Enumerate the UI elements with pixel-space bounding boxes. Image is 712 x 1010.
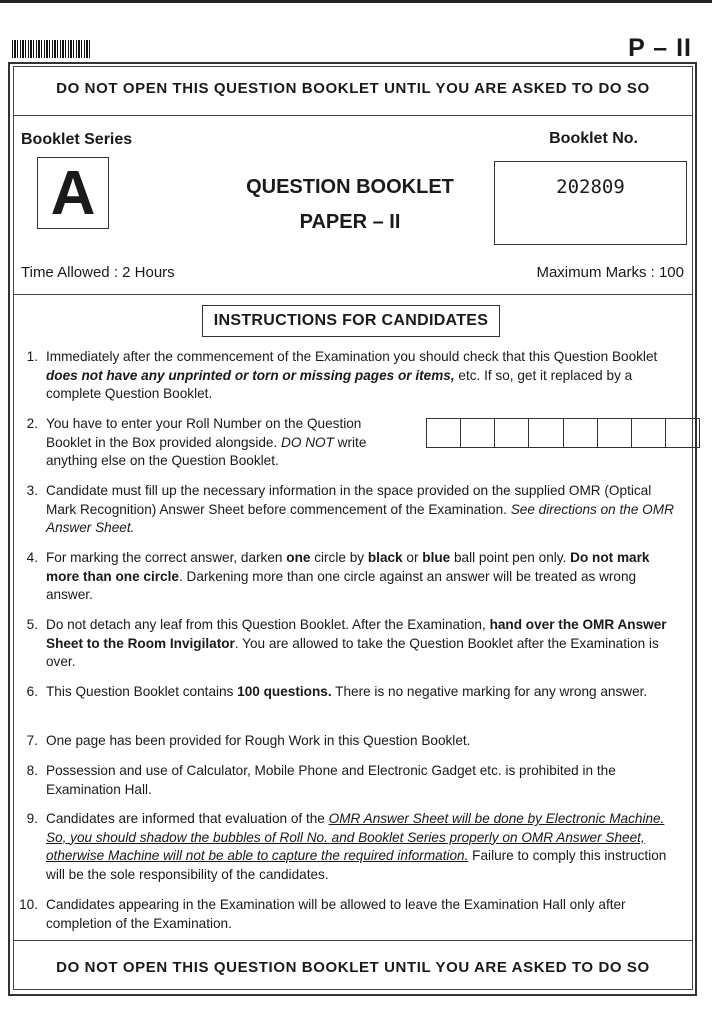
instruction-emphasis: black bbox=[367, 550, 403, 565]
instruction-item-8 bbox=[16, 762, 684, 799]
roll-digit-cell[interactable] bbox=[598, 419, 632, 447]
item-number: 2. bbox=[26, 416, 38, 431]
instruction-emphasis: 100 questions. bbox=[237, 684, 332, 699]
roll-digit-cell[interactable] bbox=[529, 419, 563, 447]
item-number: 3. bbox=[26, 483, 38, 498]
instruction-emphasis: Do not mark more than one circle bbox=[46, 550, 650, 584]
roll-digit-cell[interactable] bbox=[666, 419, 699, 447]
divider bbox=[13, 294, 693, 295]
instruction-text: For marking the correct answer, darken bbox=[46, 550, 287, 565]
instruction-item-3 bbox=[16, 482, 684, 538]
divider bbox=[13, 940, 693, 941]
booklet-number-label: Booklet No. bbox=[549, 130, 638, 147]
instruction-emphasis: OMR Answer Sheet will be done by Electronic Machine. So, you should shadow the bubbles of Roll No. and Booklet Series properly on OMR Answer Sheet, otherwise Machine will not be able to capture the required information. bbox=[46, 811, 665, 863]
instruction-item-4 bbox=[16, 549, 684, 605]
instruction-text: One page has been provided for Rough Work in this Question Booklet. bbox=[46, 733, 471, 748]
booklet-number-box: 202809 bbox=[494, 161, 687, 245]
instructions-heading: INSTRUCTIONS FOR CANDIDATES bbox=[202, 305, 500, 337]
instruction-emphasis: DO NOT bbox=[281, 434, 334, 450]
booklet-series-label: Booklet Series bbox=[21, 131, 133, 148]
item-number: 4. bbox=[26, 550, 38, 565]
instruction-item-1 bbox=[16, 348, 684, 404]
instruction-text: . You are allowed to take the Question Booklet after the Examination is over. bbox=[46, 635, 659, 669]
instruction-emphasis: one bbox=[286, 550, 311, 565]
top-rule bbox=[0, 0, 712, 3]
instruction-text: Candidates appearing in the Examination will be allowed to leave the Examination Hall only after completion of the Examination. bbox=[46, 897, 626, 931]
instruction-text: Candidate must fill up the necessary information in the space provided on the supplied OMR (Optical Mark Recognition) Answer Sheet before commencement of the Examination. bbox=[46, 483, 652, 517]
item-number: 7. bbox=[26, 733, 38, 748]
instruction-item-2 bbox=[16, 415, 684, 471]
item-number: 10. bbox=[19, 897, 38, 912]
roll-digit-cell[interactable] bbox=[564, 419, 598, 447]
instruction-text: Failure to comply this instruction will be the sole responsibility of the candidates. bbox=[46, 848, 667, 882]
top-warning: DO NOT OPEN THIS QUESTION BOOKLET UNTIL YOU ARE ASKED TO DO SO bbox=[56, 80, 650, 97]
instruction-text: Candidates are informed that evaluation of the bbox=[46, 811, 329, 826]
roll-digit-cell[interactable] bbox=[427, 419, 461, 447]
instruction-item-9 bbox=[16, 810, 684, 884]
instruction-item-7 bbox=[16, 732, 684, 751]
instruction-text: Possession and use of Calculator, Mobile Phone and Electronic Gadget etc. is prohibited in the Examination Hall. bbox=[46, 763, 616, 797]
item-number: 9. bbox=[26, 811, 38, 826]
instruction-text: ball point pen only. bbox=[450, 550, 571, 565]
item-number: 1. bbox=[26, 349, 38, 364]
bottom-warning: DO NOT OPEN THIS QUESTION BOOKLET UNTIL YOU ARE ASKED TO DO SO bbox=[56, 959, 650, 976]
roll-digit-cell[interactable] bbox=[495, 419, 529, 447]
instruction-text: There is no negative marking for any wrong answer. bbox=[331, 684, 648, 699]
instruction-text: . Darkening more than one circle against an answer will be treated as wrong answer. bbox=[46, 568, 637, 602]
instruction-text: Do not detach any leaf from this Question Booklet. After the Examination, bbox=[46, 617, 490, 632]
instruction-emphasis: hand over the OMR Answer Sheet to the Room Invigilator bbox=[46, 617, 667, 651]
paper-title: PAPER – II bbox=[299, 211, 401, 233]
instruction-item-5 bbox=[16, 616, 684, 672]
instruction-item-10 bbox=[16, 896, 684, 933]
instruction-text: write anything else on the Question Booklet. bbox=[46, 434, 367, 468]
instruction-text: You have to enter your Roll Number on the Question Booklet in the Box provided alongside. bbox=[46, 416, 362, 450]
paper-code: P – II bbox=[628, 34, 692, 62]
instruction-text: Immediately after the commencement of the Examination you should check that this Question Booklet bbox=[46, 349, 658, 364]
maximum-marks: Maximum Marks : 100 bbox=[536, 264, 684, 281]
booklet-series-box: A bbox=[37, 157, 109, 229]
roll-digit-cell[interactable] bbox=[461, 419, 495, 447]
time-allowed: Time Allowed : 2 Hours bbox=[21, 264, 175, 281]
instruction-emphasis: See directions on the OMR Answer Sheet. bbox=[46, 501, 674, 535]
item-number: 5. bbox=[26, 617, 38, 632]
instruction-text: or bbox=[402, 550, 423, 565]
item-number: 8. bbox=[26, 763, 38, 778]
divider bbox=[13, 115, 693, 116]
roll-digit-cell[interactable] bbox=[632, 419, 666, 447]
roll-number-box[interactable] bbox=[426, 418, 700, 448]
barcode bbox=[12, 40, 90, 58]
instruction-text: circle by bbox=[310, 550, 368, 565]
instruction-text: This Question Booklet contains bbox=[46, 684, 238, 699]
instruction-emphasis: blue bbox=[422, 550, 451, 565]
instruction-text: etc. If so, get it replaced by a complete Question Booklet. bbox=[46, 367, 633, 401]
item-number: 6. bbox=[26, 684, 38, 699]
booklet-title: QUESTION BOOKLET bbox=[246, 176, 454, 198]
instruction-emphasis: does not have any unprinted or torn or missing pages or items, bbox=[46, 367, 455, 383]
instruction-item-6 bbox=[16, 683, 684, 702]
